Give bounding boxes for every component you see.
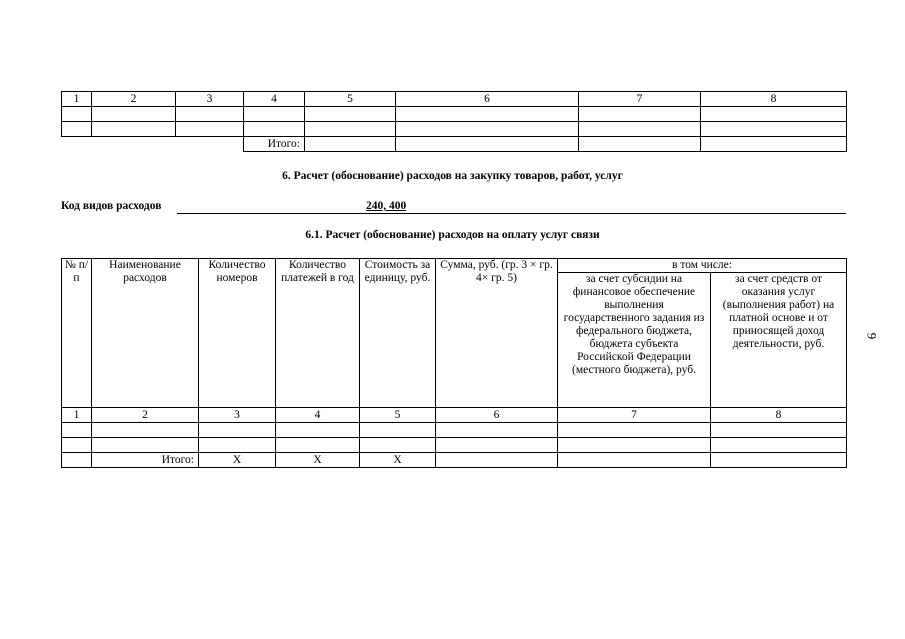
table-cell — [62, 453, 92, 468]
header-subsidy: за счет субсидии на финансовое обеспечение выполнения государственного задания из федерального бюджета, бюджета субъекта Российской Федерации (местного бюджета), руб. — [558, 273, 711, 408]
total-row — [62, 453, 847, 468]
table-cell — [436, 423, 558, 438]
table-cell — [244, 122, 305, 137]
section-6-1-title: 6.1. Расчет (обоснование) расходов на оплату услуг связи — [305, 229, 600, 241]
col-number: 6 — [396, 92, 579, 107]
table-cell — [92, 122, 176, 137]
table-cell — [360, 423, 436, 438]
x-mark: X — [276, 453, 360, 468]
table-cell — [62, 122, 92, 137]
table-cell — [701, 107, 847, 122]
table-continuation — [61, 91, 847, 152]
x-mark: X — [360, 453, 436, 468]
table-cell — [199, 423, 276, 438]
header-name: Наименование расходов — [92, 259, 199, 408]
table-row — [62, 107, 847, 122]
underline — [177, 213, 846, 214]
header-num: № п/п — [62, 259, 92, 408]
expense-code-line — [61, 200, 846, 216]
expense-code-value: 240, 400 — [366, 200, 407, 212]
table-cell — [92, 438, 199, 453]
table-cell — [176, 122, 244, 137]
table-cell — [62, 438, 92, 453]
total-label: Итого: — [92, 453, 199, 468]
col-number: 2 — [92, 92, 176, 107]
table-cell — [92, 423, 199, 438]
table-cell — [436, 453, 558, 468]
table-row — [62, 408, 847, 423]
col-number: 8 — [711, 408, 847, 423]
expense-code-label: Код видов расходов — [61, 200, 162, 212]
table-row — [62, 423, 847, 438]
col-number: 7 — [558, 408, 711, 423]
header-numbers-count: Количество номеров — [199, 259, 276, 408]
page-number: 9 — [864, 332, 880, 340]
col-number: 3 — [176, 92, 244, 107]
table-row — [62, 122, 847, 137]
table-cell — [711, 423, 847, 438]
col-number: 2 — [92, 408, 199, 423]
header-sum: Сумма, руб. (гр. 3 × гр. 4× гр. 5) — [436, 259, 558, 408]
section-6-title: 6. Расчет (обоснование) расходов на закупку товаров, работ, услуг — [282, 170, 623, 182]
table-cell — [701, 122, 847, 137]
table-cell — [711, 438, 847, 453]
col-number: 8 — [701, 92, 847, 107]
table-cell — [305, 107, 396, 122]
col-number: 4 — [276, 408, 360, 423]
table-cell — [62, 423, 92, 438]
table-cell — [396, 107, 579, 122]
table-cell — [396, 137, 579, 152]
table-cell — [244, 107, 305, 122]
table-cell — [62, 107, 92, 122]
col-number: 7 — [579, 92, 701, 107]
col-number: 1 — [62, 92, 92, 107]
header-row — [62, 259, 847, 273]
table-cell — [558, 423, 711, 438]
table-cell — [558, 438, 711, 453]
table-cell — [711, 453, 847, 468]
table-cell — [276, 423, 360, 438]
table-cell — [92, 107, 176, 122]
table-cell — [558, 453, 711, 468]
col-number: 5 — [305, 92, 396, 107]
total-label: Итого: — [244, 137, 305, 152]
table-cell — [276, 438, 360, 453]
table-row — [62, 438, 847, 453]
table-cell — [305, 137, 396, 152]
table-cell — [396, 122, 579, 137]
table-cell — [579, 122, 701, 137]
col-number: 1 — [62, 408, 92, 423]
header-own-funds: за счет средств от оказания услуг (выполнения работ) на платной основе и от приносящей доход деятельности, руб. — [711, 273, 847, 408]
total-row — [62, 137, 847, 152]
table-cell — [579, 107, 701, 122]
table-cell — [701, 137, 847, 152]
x-mark: X — [199, 453, 276, 468]
table-cell — [360, 438, 436, 453]
col-number: 4 — [244, 92, 305, 107]
header-unit-cost: Стоимость за единицу, руб. — [360, 259, 436, 408]
communication-expenses-table — [61, 258, 847, 468]
col-number: 3 — [199, 408, 276, 423]
table-cell — [199, 438, 276, 453]
blank-cell — [62, 137, 244, 152]
table-cell — [579, 137, 701, 152]
table-cell — [176, 107, 244, 122]
table-cell — [436, 438, 558, 453]
header-including: в том числе: — [558, 259, 847, 273]
col-number: 5 — [360, 408, 436, 423]
header-payments-count: Количество платежей в год — [276, 259, 360, 408]
table-row — [62, 92, 847, 107]
col-number: 6 — [436, 408, 558, 423]
table-cell — [305, 122, 396, 137]
